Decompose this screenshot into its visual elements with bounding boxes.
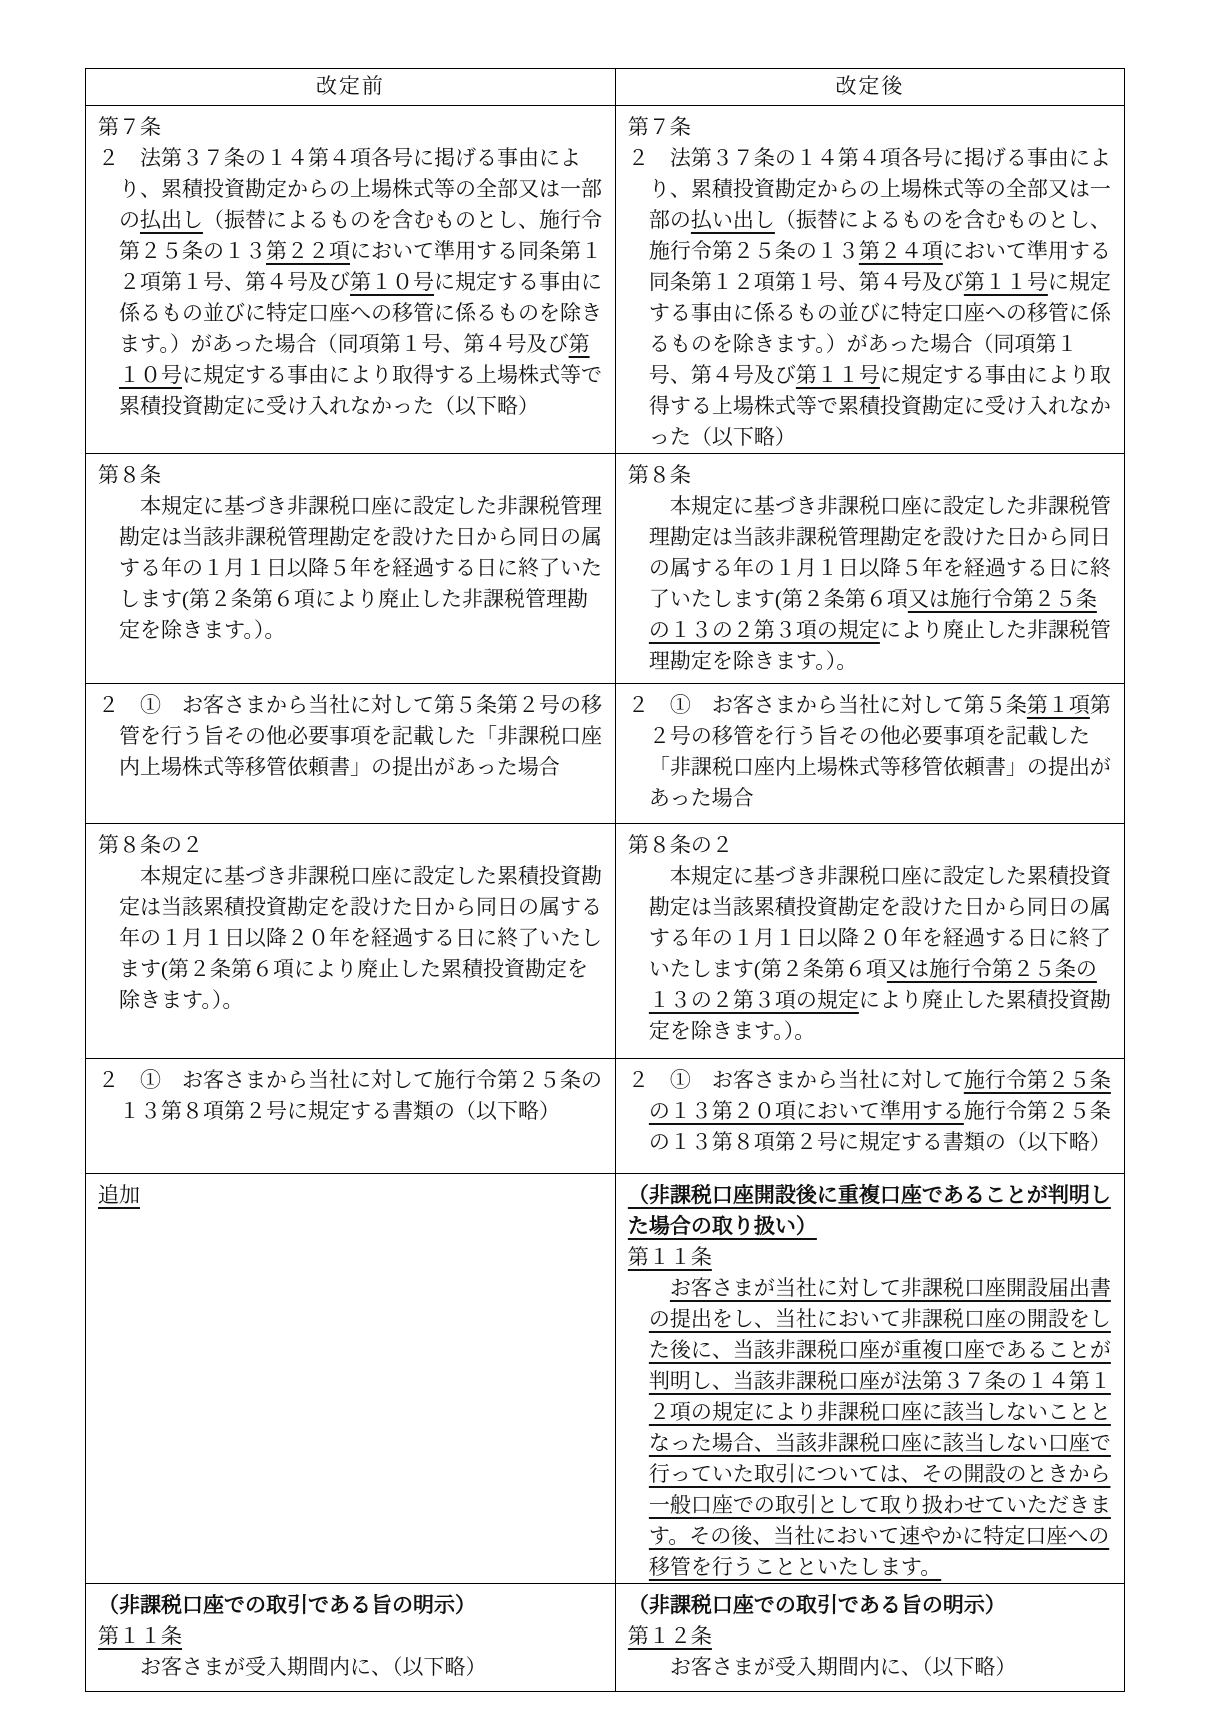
- article-heading: [98, 830, 603, 861]
- cell-before-article8-2: [86, 824, 616, 1059]
- text-segment: お客さまが受入期間内に、（以下略）: [669, 1655, 1017, 1679]
- underlined-text: 又は施行令第２５条の１３の２第３項の規定: [648, 957, 1097, 1012]
- clause-paragraph: [98, 690, 603, 783]
- underlined-text: 施行令第２５条の１３第２０項において準用する: [648, 1068, 1111, 1123]
- table-row: [86, 1174, 1125, 1584]
- clause-paragraph: [628, 1065, 1112, 1158]
- cell-before-article11: [86, 1584, 616, 1692]
- text-segment: （振替によるものを含むものとし、施行令第２５条の１３: [119, 208, 602, 263]
- section-title: [628, 1590, 1112, 1621]
- clause-paragraph: [98, 1065, 603, 1127]
- article-heading: [628, 1621, 1112, 1652]
- body-paragraph: [628, 861, 1112, 1047]
- underlined-text: 払出し: [140, 208, 203, 232]
- cell-before-article8-2-clause2: [86, 1059, 616, 1174]
- article-heading: [98, 112, 603, 143]
- cell-before-addition: [86, 1174, 616, 1584]
- table-row: [86, 684, 1125, 824]
- text-segment: により廃止した非課税管理勘定を除きます。）。: [648, 618, 1111, 673]
- article-heading: [98, 1180, 603, 1211]
- body-paragraph: [98, 491, 603, 646]
- text-segment: 第８条の２: [98, 833, 203, 857]
- cell-after-article11-new: [615, 1174, 1124, 1584]
- table-header-row: [86, 69, 1125, 106]
- text-segment: （振替によるものを含むものとし、施行令第２５条の１３: [648, 208, 1111, 263]
- text-segment: 第８条: [98, 463, 161, 487]
- clause-paragraph: [628, 143, 1112, 453]
- underlined-text: 第１０号: [119, 332, 590, 387]
- cell-after-article8-2: [615, 824, 1124, 1059]
- text-segment: 第８条: [627, 463, 691, 487]
- underlined-text: 又は施行令第２５条の１３の２第３項の規定: [648, 587, 1097, 642]
- underlined-text: 第１０号: [350, 270, 434, 294]
- underlined-text: （非課税口座開設後に重複口座であることが判明した場合の取り扱い）: [627, 1184, 1111, 1238]
- table-row: [86, 106, 1125, 454]
- clause-paragraph: [98, 143, 603, 422]
- body-paragraph: [98, 861, 603, 1016]
- text-segment: ２ ① お客さまから当社に対して: [627, 1068, 964, 1092]
- body-paragraph: [98, 1652, 603, 1683]
- article-heading: [98, 460, 603, 491]
- column-header-after: 改定後: [615, 69, 1124, 106]
- table-row: [86, 824, 1125, 1059]
- text-segment: お客さまが受入期間内に、（以下略）: [140, 1655, 487, 1679]
- article-heading: [98, 1621, 603, 1652]
- table-row: [86, 1059, 1125, 1174]
- body-paragraph: [628, 1273, 1112, 1583]
- article-heading: [628, 460, 1112, 491]
- section-title: [98, 1590, 603, 1621]
- cell-before-article8: [86, 454, 616, 684]
- cell-after-article7: [615, 106, 1124, 454]
- text-segment: ２ ① お客さまから当社に対して第５条: [627, 693, 1027, 717]
- text-segment: 本規定に基づき非課税口座に設定した非課税管理勘定は当該非課税管理勘定を設けた日から同日の属する年の１月１日以降５年を経過する日に終了いたします(第２条第６項により廃止した非課税管理勘定を除きます。）。: [119, 494, 602, 642]
- underlined-text: 第１２条: [627, 1624, 712, 1648]
- underlined-text: 第１１号: [963, 270, 1048, 294]
- text-segment: に規定する事由に係るもの並びに特定口座への移管に係るものを除きます。）があった場合（同項第１号、第４号及び: [119, 270, 602, 356]
- revision-comparison-table: [85, 68, 1125, 1692]
- underlined-text: 追加: [98, 1183, 140, 1207]
- text-segment: ２ 法第３７条の１４第４項各号に掲げる事由により、累積投資勘定からの上場株式等の全部又は一部の: [627, 146, 1111, 232]
- text-segment: （非課税口座での取引である旨の明示）: [98, 1594, 476, 1617]
- text-segment: 本規定に基づき非課税口座に設定した累積投資勘定は当該累積投資勘定を設けた日から同日の属する年の１月１日以降２０年を経過する日に終了いたします(第２条第６項により廃止した累積投資勘定を除きます。）。: [119, 864, 602, 1012]
- cell-after-article12: [615, 1584, 1124, 1692]
- text-segment: 第７条: [98, 115, 161, 139]
- article-heading: [628, 1242, 1112, 1273]
- underlined-text: 第２４項: [858, 239, 943, 263]
- text-segment: ２ 法第３７条の１４第４項各号に掲げる事由により、累積投資勘定からの上場株式等の全部又は一部の: [98, 146, 602, 232]
- text-segment: に規定する事由により取得する上場株式等で累積投資勘定に受け入れなかった（以下略）: [648, 363, 1111, 449]
- table-row: [86, 454, 1125, 684]
- underlined-text: 第２２項: [266, 239, 350, 263]
- text-segment: ２ ① お客さまから当社に対して施行令第２５条の１３第８項第２号に規定する書類の（以下略）: [98, 1068, 602, 1123]
- text-segment: 本規定に基づき非課税口座に設定した非課税管理勘定は当該非課税管理勘定を設けた日から同日の属する年の１月１日以降５年を経過する日に終了いたします(第２条第６項: [648, 494, 1111, 611]
- section-title: [628, 1180, 1112, 1242]
- article-heading: [628, 830, 1112, 861]
- text-segment: （非課税口座での取引である旨の明示）: [627, 1594, 1006, 1617]
- cell-after-article8-clause2: [615, 684, 1124, 824]
- text-segment: ２ ① お客さまから当社に対して第５条第２号の移管を行う旨その他必要事項を記載した「非課税口座内上場株式等移管依頼書」の提出があった場合: [98, 693, 602, 779]
- cell-after-article8-2-clause2: [615, 1059, 1124, 1174]
- text-segment: 第７条: [627, 115, 691, 139]
- text-segment: 第８条の２: [627, 833, 733, 857]
- text-segment: 施行令第２５条の１３第８項第２号に規定する書類の（以下略）: [648, 1099, 1111, 1154]
- article-heading: [628, 112, 1112, 143]
- cell-before-article7: [86, 106, 616, 454]
- text-segment: に規定する事由に係るもの並びに特定口座への移管に係るものを除きます。）があった場合（同項第１号、第４号及び: [648, 270, 1111, 387]
- text-segment: において準用する同条第１２項第１号、第４号及び: [119, 239, 602, 294]
- underlined-text: 第１１号: [795, 363, 880, 387]
- underlined-text: 第１１条: [627, 1245, 712, 1269]
- body-paragraph: [628, 1652, 1112, 1683]
- cell-after-article8: [615, 454, 1124, 684]
- clause-paragraph: [628, 690, 1112, 814]
- underlined-text: 第１１条: [98, 1624, 182, 1648]
- text-segment: に規定する事由により取得する上場株式等で累積投資勘定に受け入れなかった（以下略）: [119, 363, 602, 418]
- body-paragraph: [628, 491, 1112, 677]
- cell-before-article8-clause2: [86, 684, 616, 824]
- underlined-text: 第１項: [1026, 693, 1090, 717]
- text-segment: において準用する同条第１２項第１号、第４号及び: [648, 239, 1111, 294]
- underlined-text: お客さまが当社に対して非課税口座開設届出書の提出をし、当社において非課税口座の開設をした後に、当該非課税口座が重複口座であることが判明し、当該非課税口座が法第３７条の１４第１２項の規定により非課税口座に該当しないこととなった場合、当該非課税口座に該当しない口座で行っていた取引については、その開設のときから一般口座での取引として取り扱わせていただきます。その後、当社において速やかに特定口座への移管を行うことといたします。: [648, 1276, 1111, 1579]
- text-segment: により廃止した累積投資勘定を除きます。）。: [648, 988, 1111, 1043]
- column-header-before: 改定前: [86, 69, 616, 106]
- text-segment: 第２号の移管を行う旨その他必要事項を記載した「非課税口座内上場株式等移管依頼書」の提出があった場合: [648, 693, 1111, 810]
- text-segment: 本規定に基づき非課税口座に設定した累積投資勘定は当該累積投資勘定を設けた日から同日の属する年の１月１日以降２０年を経過する日に終了いたします(第２条第６項: [648, 864, 1111, 981]
- table-row: [86, 1584, 1125, 1692]
- underlined-text: 払い出し: [690, 208, 775, 232]
